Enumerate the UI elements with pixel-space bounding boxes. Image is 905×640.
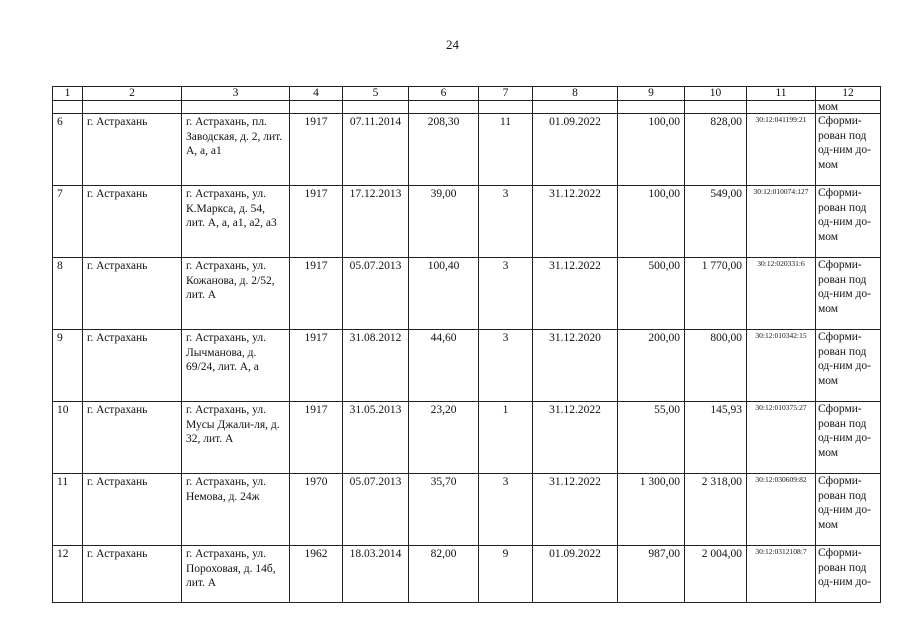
column-header: 7 [479, 87, 533, 101]
note-cell: Сформи-рован под од-ним до- [816, 546, 881, 603]
count-cell: 9 [479, 546, 533, 603]
city-cell: г. Астрахань [83, 186, 182, 258]
area-cell: 100,40 [409, 258, 479, 330]
value-cell: 828,00 [685, 114, 747, 186]
value-cell: 55,00 [618, 402, 685, 474]
cadastral-number-cell: 30:12:030609:82 [747, 474, 816, 546]
column-header: 5 [343, 87, 409, 101]
row-number: 6 [53, 114, 83, 186]
value-cell: 200,00 [618, 330, 685, 402]
area-cell: 23,20 [409, 402, 479, 474]
row-number: 8 [53, 258, 83, 330]
value-cell: 1 300,00 [618, 474, 685, 546]
deadline-date-cell: 31.12.2022 [533, 186, 618, 258]
year-cell: 1970 [290, 474, 343, 546]
column-header: 12 [816, 87, 881, 101]
city-cell: г. Астрахань [83, 114, 182, 186]
year-cell: 1917 [290, 330, 343, 402]
table-row [53, 114, 881, 186]
area-cell: 208,30 [409, 114, 479, 186]
value-cell: 100,00 [618, 186, 685, 258]
year-cell: 1917 [290, 258, 343, 330]
city-cell: г. Астрахань [83, 546, 182, 603]
value-cell: 145,93 [685, 402, 747, 474]
cadastral-number-cell: 30:12:041199:21 [747, 114, 816, 186]
column-header: 4 [290, 87, 343, 101]
note-cell: Сформи-рован под од-ним до-мом [816, 402, 881, 474]
address-cell: г. Астрахань, пл. Заводская, д. 2, лит. А, а, а1 [182, 114, 290, 186]
address-cell: г. Астрахань, ул. Мусы Джали-ля, д. 32, лит. А [182, 402, 290, 474]
registration-date-cell: 05.07.2013 [343, 258, 409, 330]
note-cell: Сформи-рован под од-ним до-мом [816, 330, 881, 402]
deadline-date-cell: 31.12.2022 [533, 402, 618, 474]
city-cell: г. Астрахань [83, 474, 182, 546]
deadline-date-cell: 31.12.2022 [533, 474, 618, 546]
count-cell: 11 [479, 114, 533, 186]
cadastral-number-cell: 30:12:020331:6 [747, 258, 816, 330]
deadline-date-cell: 01.09.2022 [533, 546, 618, 603]
column-number-row [53, 87, 881, 101]
value-cell: 987,00 [618, 546, 685, 603]
count-cell: 3 [479, 186, 533, 258]
column-header: 2 [83, 87, 182, 101]
city-cell: г. Астрахань [83, 402, 182, 474]
carry-over-row [53, 101, 881, 114]
year-cell: 1962 [290, 546, 343, 603]
table-row [53, 546, 881, 603]
address-cell: г. Астрахань, ул. Кожанова, д. 2/52, лит. А [182, 258, 290, 330]
note-cell: Сформи-рован под од-ним до-мом [816, 114, 881, 186]
city-cell: г. Астрахань [83, 330, 182, 402]
value-cell: 100,00 [618, 114, 685, 186]
count-cell: 1 [479, 402, 533, 474]
city-cell: г. Астрахань [83, 258, 182, 330]
registration-date-cell: 05.07.2013 [343, 474, 409, 546]
note-cell: Сформи-рован под од-ним до-мом [816, 258, 881, 330]
registration-date-cell: 17.12.2013 [343, 186, 409, 258]
value-cell: 2 318,00 [685, 474, 747, 546]
year-cell: 1917 [290, 114, 343, 186]
note-cell: Сформи-рован под од-ним до-мом [816, 474, 881, 546]
column-header: 11 [747, 87, 816, 101]
registration-date-cell: 18.03.2014 [343, 546, 409, 603]
area-cell: 39,00 [409, 186, 479, 258]
value-cell: 500,00 [618, 258, 685, 330]
count-cell: 3 [479, 258, 533, 330]
deadline-date-cell: 31.12.2020 [533, 330, 618, 402]
address-cell: г. Астрахань, ул. К.Маркса, д. 54, лит. А, а, а1, а2, а3 [182, 186, 290, 258]
column-header: 9 [618, 87, 685, 101]
table-row [53, 474, 881, 546]
registration-date-cell: 31.08.2012 [343, 330, 409, 402]
area-cell: 44,60 [409, 330, 479, 402]
carry-over-note: мом [816, 101, 881, 114]
registration-date-cell: 07.11.2014 [343, 114, 409, 186]
table-row [53, 402, 881, 474]
cadastral-number-cell: 30:12:010342:15 [747, 330, 816, 402]
count-cell: 3 [479, 330, 533, 402]
deadline-date-cell: 01.09.2022 [533, 114, 618, 186]
value-cell: 1 770,00 [685, 258, 747, 330]
address-cell: г. Астрахань, ул. Немова, д. 24ж [182, 474, 290, 546]
value-cell: 800,00 [685, 330, 747, 402]
address-cell: г. Астрахань, ул. Пороховая, д. 14б, лит. А [182, 546, 290, 603]
column-header: 3 [182, 87, 290, 101]
value-cell: 2 004,00 [685, 546, 747, 603]
value-cell: 549,00 [685, 186, 747, 258]
area-cell: 82,00 [409, 546, 479, 603]
table-row [53, 258, 881, 330]
year-cell: 1917 [290, 186, 343, 258]
deadline-date-cell: 31.12.2022 [533, 258, 618, 330]
housing-registry-table [52, 86, 881, 603]
area-cell: 35,70 [409, 474, 479, 546]
row-number: 7 [53, 186, 83, 258]
cadastral-number-cell: 30:12:0312108:7 [747, 546, 816, 603]
note-cell: Сформи-рован под од-ним до-мом [816, 186, 881, 258]
column-header: 10 [685, 87, 747, 101]
table-row [53, 186, 881, 258]
registration-date-cell: 31.05.2013 [343, 402, 409, 474]
table-row [53, 330, 881, 402]
cadastral-number-cell: 30:12:010074:127 [747, 186, 816, 258]
row-number: 12 [53, 546, 83, 603]
address-cell: г. Астрахань, ул. Лычманова, д. 69/24, лит. А, а [182, 330, 290, 402]
count-cell: 3 [479, 474, 533, 546]
column-header: 1 [53, 87, 83, 101]
column-header: 8 [533, 87, 618, 101]
page-number: 24 [446, 37, 459, 52]
column-header: 6 [409, 87, 479, 101]
year-cell: 1917 [290, 402, 343, 474]
cadastral-number-cell: 30:12:010375:27 [747, 402, 816, 474]
row-number: 11 [53, 474, 83, 546]
row-number: 10 [53, 402, 83, 474]
row-number: 9 [53, 330, 83, 402]
